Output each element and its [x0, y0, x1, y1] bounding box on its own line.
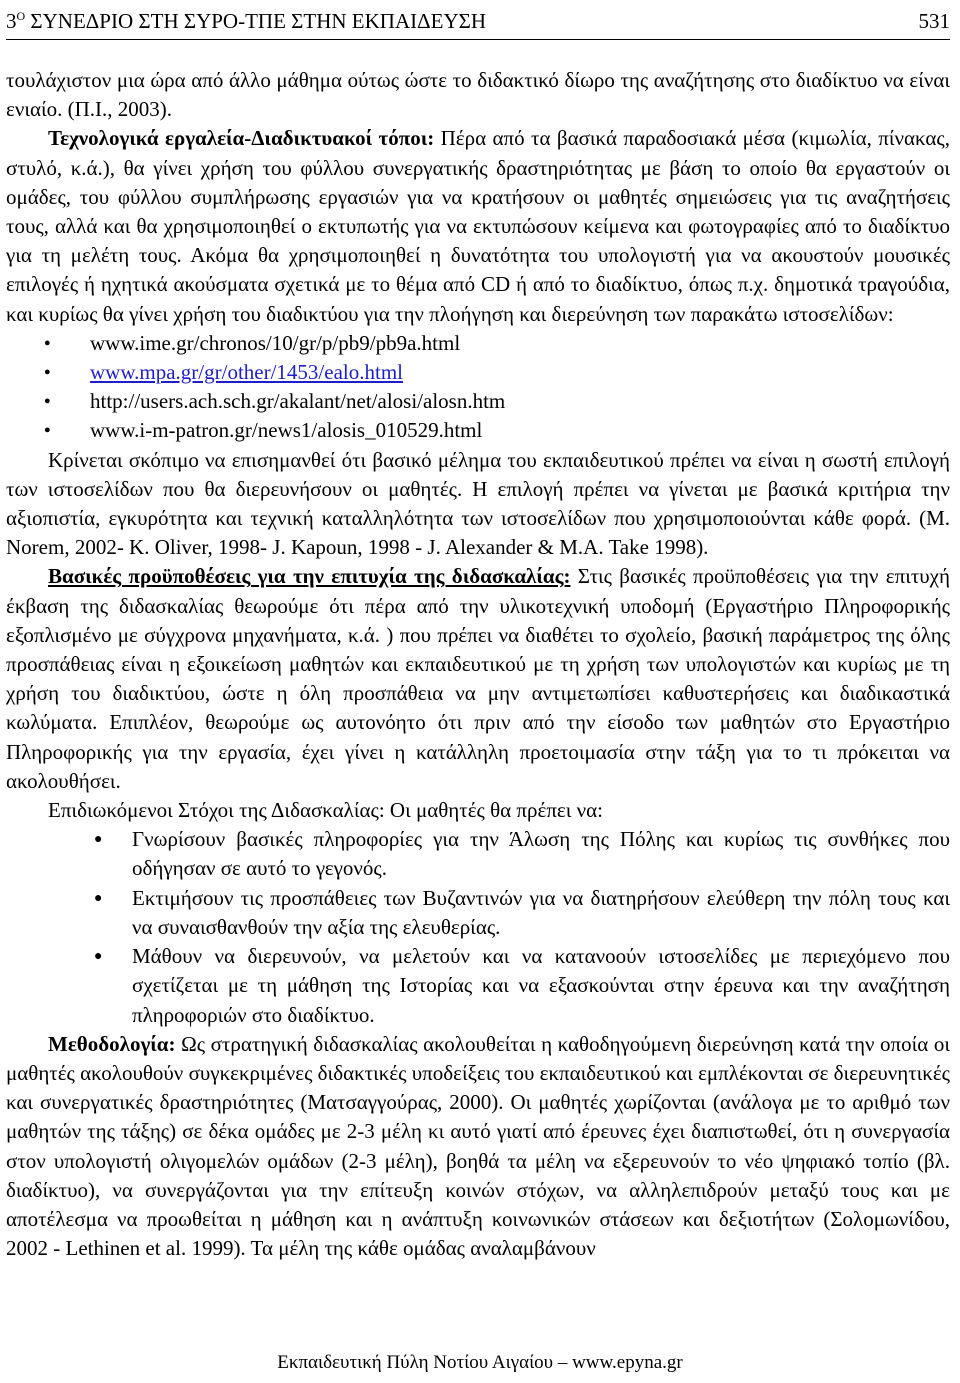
list-item: ● Εκτιμήσουν τις προσπάθειες των Βυζαντινών για να διατηρήσουν ελεύθερη την πόλη τους και να συναισθανθούν την αξία της ελευθερίας. — [6, 884, 950, 942]
conference-title: $3^O$ ΣΥΝΕΔΡΙΟ ΣΤΗ ΣΥΡΟ-ΤΠΕ ΣΤΗΝ ΕΚΠΑΙΔΕΥΣΗ — [6, 9, 486, 33]
paragraph-prerequisites: Βασικές προϋποθέσεις για την επιτυχία της διδασκαλίας: Στις βασικές προϋποθέσεις για την επιτυχή έκβαση της διδασκαλίας θεωρούμε ότι πέρα από την υλικοτεχνική υποδομή (Εργαστήριο Πληροφορικής εξοπλισμένο με σύγχρονα μηχανήματα, κ.ά. ) που πρέπει να διαθέτει το σχολείο, βασική παράμετρος της όλης προσπάθειας είναι η εξοικείωση μαθητών και εκπαιδευτικού με τη χρήση των υπολογιστών και κυρίως με τη χρήση του διαδικτύου, ώστε η όλη προσπάθεια να μην αντιμετωπίσει καθυστερήσεις και διαδικαστικά κωλύματα. Επιπλέον, θεωρούμε ως αυτονόητο ότι πριν από την είσοδο των μαθητών στο Εργαστήριο Πληροφορικής για την εργασία, έχει γίνει η κατάλληλη προετοιμασία στην τάξη για το τι πρόκειται να ακολουθήσει. — [6, 564, 950, 793]
goals-list — [6, 825, 950, 1029]
list-item[interactable]: ● http://users.ach.sch.gr/akalant/net/alosi/alosn.htm — [6, 387, 950, 416]
list-item[interactable]: ● www.ime.gr/chronos/10/gr/p/pb9/pb9a.html — [6, 329, 950, 358]
methodology-heading: Μεθοδολογία: — [48, 1031, 176, 1056]
paragraph-selection: Κρίνεται σκόπιμο να επισημανθεί ότι βασικό μέλημα του εκπαιδευτικού πρέπει να είναι η σωστή επιλογή των ιστοσελίδων που θα διερευνήσουν οι μαθητές. Η επιλογή πρέπει να γίνεται με βασικά κριτήρια την αξιοπιστία, εγκυρότητα και τεχνική καταλληλότητα των ιστοσελίδων που χρησιμοποιούνται κάθε φορά. (M. Norem, 2002- K. Oliver, 1998- J. Kapoun, 1998 - J. Alexander & M.A. Take 1998). — [6, 447, 950, 560]
website-link[interactable]: www.mpa.gr/gr/other/1453/ealo.html — [90, 360, 403, 385]
paragraph-tools: Τεχνολογικά εργαλεία-Διαδικτυακοί τόποι: Πέρα από τα βασικά παραδοσιακά μέσα (κιμωλία, πίνακας, στυλό, κ.ά.), θα γίνει χρήση του φύλλου συνεργατικής δραστηριότητας με βάση το οποίο θα εργαστούν οι ομάδες, του φύλλου συμπλήρωσης εργασιών για να κρατήσουν οι μαθητές σημειώσεις για τις αναζητήσεις τους, αλλά και θα χρησιμοποιηθεί ο εκτυπωτής για να εκτυπώσουν κείμενα και φωτογραφίες από το διαδίκτυο για τη μελέτη τους. Ακόμα θα χρησιμοποιηθεί η δυνατότητα του υπολογιστή για να ακουστούν μουσικές επιλογές ή ηχητικά ακούσματα σχετικά με το θέμα από CD ή από το διαδίκτυο, όπως π.χ. δημοτικά τραγούδια, και κυρίως θα γίνει χρήση του διαδικτύου για την πλοήγηση και διερεύνηση των παρακάτω ιστοσελίδων: — [6, 126, 950, 326]
page-footer: Εκπαιδευτική Πύλη Νοτίου Αιγαίου – www.epyna.gr — [277, 1352, 683, 1373]
page-number: 531 — [918, 9, 950, 33]
prerequisites-heading: Βασικές προϋποθέσεις για την επιτυχία της διδασκαλίας: — [48, 564, 571, 589]
website-list — [6, 329, 950, 446]
page-header — [6, 2, 950, 34]
goals-intro: Επιδιωκόμενοι Στόχοι της Διδασκαλίας: Οι μαθητές θα πρέπει να: — [48, 798, 603, 823]
header-divider — [6, 39, 950, 40]
page-body — [6, 66, 950, 1263]
list-item[interactable]: ● www.i-m-patron.gr/news1/alosis_010529.html — [6, 416, 950, 445]
tools-heading: Τεχνολογικά εργαλεία-Διαδικτυακοί τόποι: — [48, 126, 435, 151]
paragraph-1: τουλάχιστον μια ώρα από άλλο μάθημα ούτως ώστε το διδακτικό δίωρο της αναζήτησης στο διαδίκτυο να είναι ενιαίο. (Π.Ι., 2003). — [6, 68, 950, 122]
list-item: ● Μάθουν να διερευνούν, να μελετούν και να κατανοούν ιστοσελίδες με περιεχόμενο που σχετίζεται με τη μάθηση της Ιστορίας και να εξασκούνται στην έρευνα και την αναζήτηση πληροφοριών στο διαδίκτυο. — [6, 942, 950, 1030]
list-item[interactable] — [6, 358, 950, 387]
paragraph-methodology: Μεθοδολογία: Ως στρατηγική διδασκαλίας ακολουθείται η καθοδηγούμενη διερεύνηση κατά την οποία οι μαθητές ακολουθούν συγκεκριμένες διδακτικές υποδείξεις του εκπαιδευτικού και εμπλέκονται σε διερευνητικές και συνεργατικές δραστηριότητες (Ματσαγγούρας, 2000). Οι μαθητές χωρίζονται (ανάλογα με το αριθμό των μαθητών της τάξης) σε δέκα ομάδες με 2-3 μέλη κι αυτό γιατί από έρευνες έχει διαπιστωθεί, ότι η συνεργασία στον υπολογιστή ολιγομελών ομάδων (2-3 μέλη), βοηθά τα μέλη να εξερευνούν το νέο ψηφιακό τοπίο (βλ. διαδίκτυο), να συνεργάζονται για την επίτευξη κοινών στόχων, να αλληλεπιδρούν μεταξύ τους και με αποτέλεσμα να προωθείται η μάθηση και η ανάπτυξη κοινωνικών στάσεων και δεξιοτήτων (Σολομωνίδου, 2002 - Lethinen et al. 1999). Τα μέλη της κάθε ομάδας αναλαμβάνουν — [6, 1031, 950, 1261]
list-item: ● Γνωρίσουν βασικές πληροφορίες για την Άλωση της Πόλης και κυρίως τις συνθήκες που οδήγησαν σε αυτό το γεγονός. — [6, 825, 950, 883]
